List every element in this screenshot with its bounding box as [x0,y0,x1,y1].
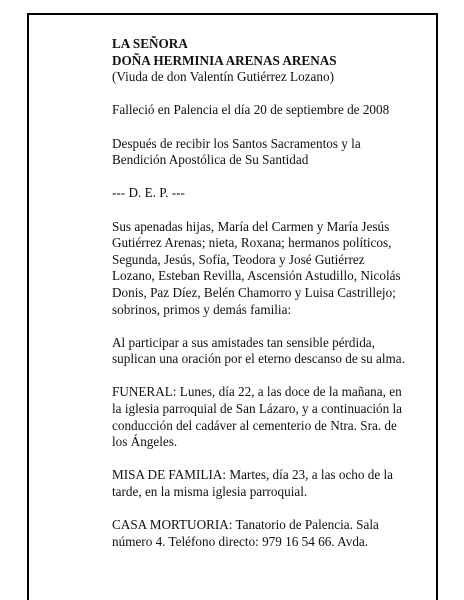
funeral-line-1: FUNERAL: Lunes, día 22, a las doce de la mañana, en [112,384,402,400]
death-line: Falleció en Palencia el día 20 de septiembre de 2008 [112,102,390,118]
family-line-5: Donis, Paz Díez, Belén Chamorro y Luisa Castrillejo; [112,284,396,300]
funeral-line-4: los Ángeles. [112,434,178,450]
house-line-2: número 4. Teléfono directo: 979 16 54 66. Avda. [112,533,369,549]
funeral-paragraph [112,384,424,450]
header-block [112,36,424,86]
mass-line-1: MISA DE FAMILIA: Martes, día 23, a las ocho de la [112,467,394,483]
sacraments-line-2: Bendición Apostólica de Su Santidad [112,152,309,168]
house-line-1: CASA MORTUORIA: Tanatorio de Palencia. Sala [112,517,379,533]
house-paragraph [112,517,424,550]
family-line-1: Sus apenadas hijas, María del Carmen y María Jesús [112,218,390,234]
mass-paragraph [112,467,424,500]
sacraments-line-1: Después de recibir los Santos Sacramentos y la [112,135,361,151]
death-paragraph [112,102,424,119]
rip-paragraph [112,185,424,202]
family-paragraph [112,219,424,319]
family-line-4: Lozano, Esteban Revilla, Ascensión Astudillo, Nicolás [112,268,401,284]
family-line-6: sobrinos, primos y demás familia: [112,301,292,317]
request-line-1: Al participar a sus amistades tan sensible pérdida, [112,334,375,350]
request-line-2: suplican una oración por el eterno descanso de su alma. [112,351,405,367]
sacraments-paragraph [112,136,424,169]
family-line-2: Gutiérrez Arenas; nieta, Roxana; hermanos políticos, [112,235,392,251]
header-title: LA SEÑORA [112,36,188,51]
funeral-line-2: la iglesia parroquial de San Lázaro, y a continuación la [112,401,403,417]
request-paragraph [112,335,424,368]
widow-note: (Viuda de don Valentín Gutiérrez Lozano) [112,69,334,85]
mass-line-2: tarde, en la misma iglesia parroquial. [112,484,308,500]
rip-line: --- D. E. P. --- [112,185,185,201]
funeral-line-3: conducción del cadáver al cementerio de Ntra. Sra. de [112,417,397,433]
deceased-name: DOÑA HERMINIA ARENAS ARENAS [112,52,337,68]
family-line-3: Segunda, Jesús, Sofía, Teodora y José Gutiérrez [112,251,365,267]
obituary-notice [112,36,424,550]
